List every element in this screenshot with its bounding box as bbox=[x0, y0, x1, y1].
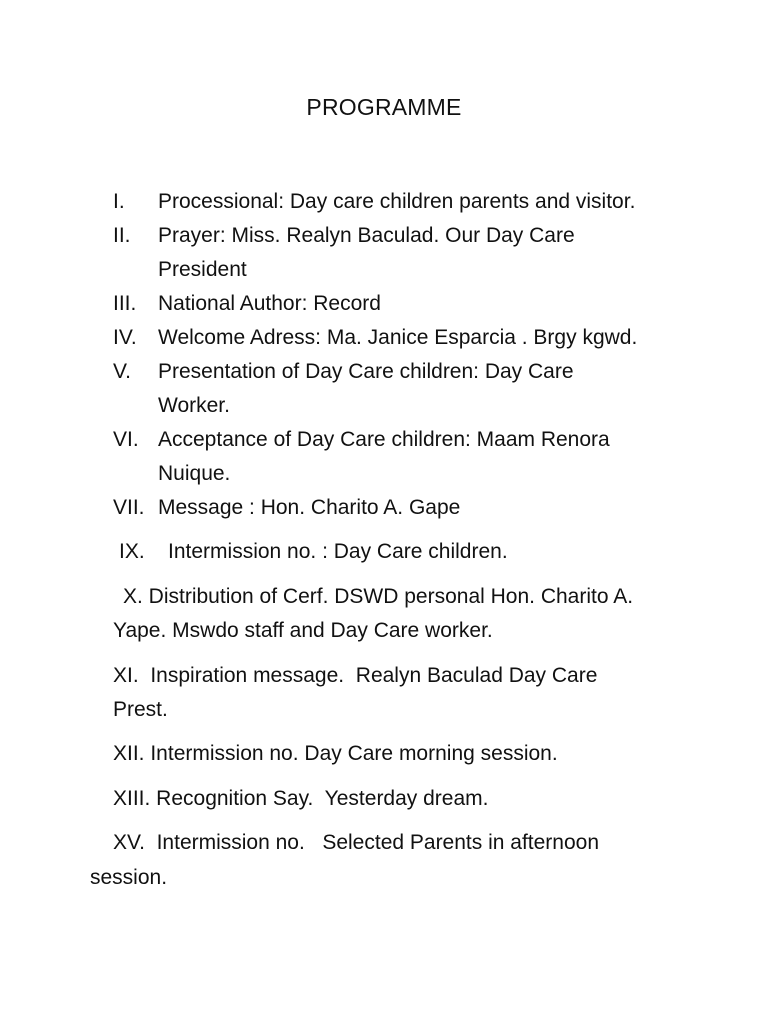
list-item-text: Message : Hon. Charito A. Gape bbox=[158, 496, 461, 519]
paragraph-x-cont: Yape. Mswdo staff and Day Care worker. bbox=[113, 619, 493, 642]
list-item-number: IV. bbox=[113, 326, 137, 349]
paragraph-xi: XI. Inspiration message. Realyn Baculad Day Care bbox=[113, 664, 598, 687]
list-item-number: V. bbox=[113, 360, 131, 383]
list-item-text: National Author: Record bbox=[158, 292, 381, 315]
list-item-number: II. bbox=[113, 224, 131, 247]
list-item-text: Nuique. bbox=[158, 462, 231, 485]
list-item-number: I. bbox=[113, 190, 125, 213]
paragraph-xv-cont: session. bbox=[90, 866, 168, 889]
list-item-text: President bbox=[158, 258, 247, 281]
list-item-text: Presentation of Day Care children: Day Care bbox=[158, 360, 574, 383]
list-item-text: Prayer: Miss. Realyn Baculad. Our Day Care bbox=[158, 224, 575, 247]
paragraph-xv: XV. Intermission no. Selected Parents in afternoon bbox=[113, 831, 600, 854]
paragraph-xii: XII. Intermission no. Day Care morning session. bbox=[113, 742, 558, 765]
list-item-number: VI. bbox=[113, 428, 139, 451]
paragraph-ix: IX. Intermission no. : Day Care children. bbox=[119, 540, 508, 563]
list-item-number: VII. bbox=[113, 496, 145, 519]
list-item-number: III. bbox=[113, 292, 137, 315]
list-item-text: Welcome Adress: Ma. Janice Esparcia . Brgy kgwd. bbox=[158, 326, 638, 349]
paragraph-xi-cont: Prest. bbox=[113, 698, 168, 721]
page-title: PROGRAMME bbox=[306, 94, 462, 120]
paragraph-x: X. Distribution of Cerf. DSWD personal Hon. Charito A. bbox=[123, 585, 634, 608]
list-item-text: Processional: Day care children parents and visitor. bbox=[158, 190, 636, 213]
list-item-text: Worker. bbox=[158, 394, 230, 417]
list-item-text: Acceptance of Day Care children: Maam Renora bbox=[158, 428, 610, 451]
paragraph-xiii: XIII. Recognition Say. Yesterday dream. bbox=[113, 787, 489, 810]
